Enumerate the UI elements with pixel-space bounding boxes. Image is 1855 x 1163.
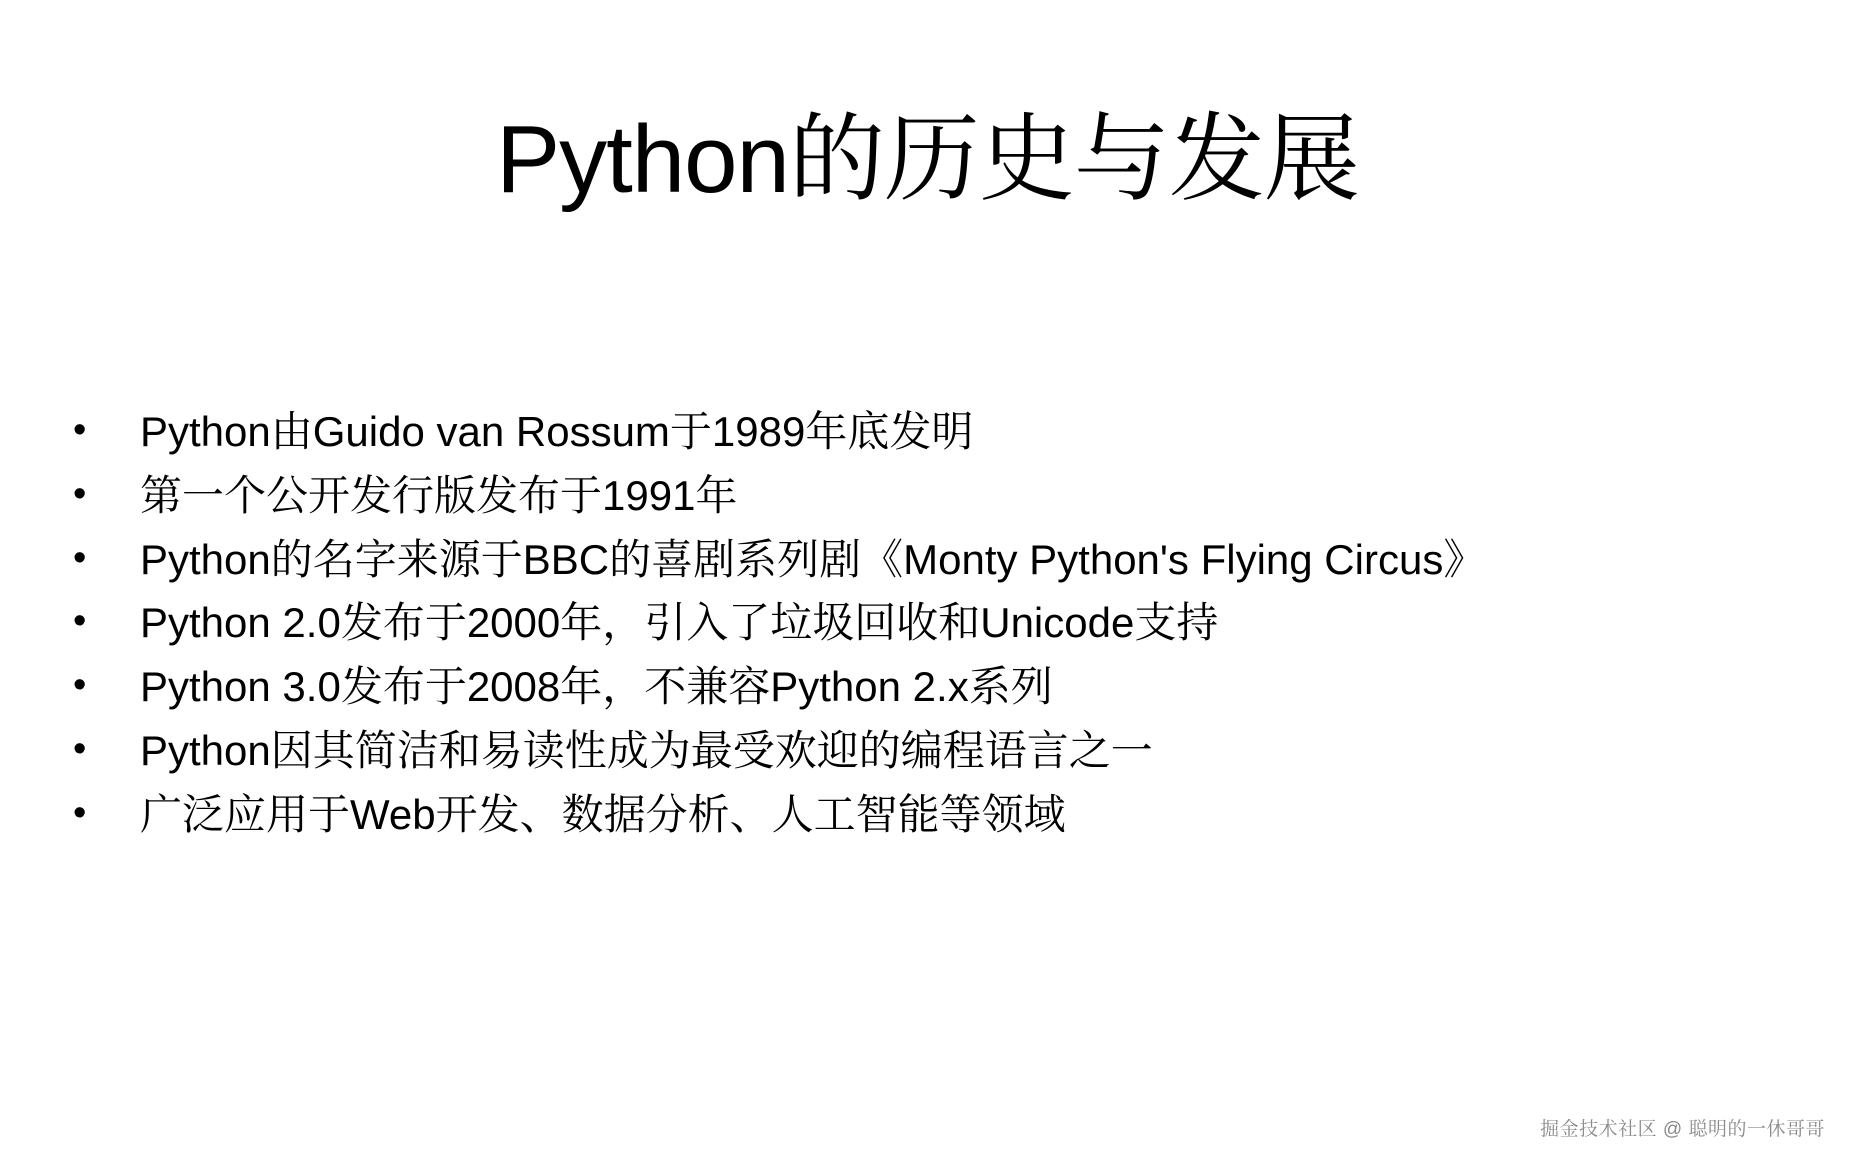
page-title: Python的历史与发展: [496, 106, 1359, 214]
bullet-list: [55, 405, 1755, 851]
list-item: [55, 660, 1755, 714]
bullet-marker-icon: •: [73, 664, 87, 706]
bullet-marker-icon: •: [73, 727, 87, 770]
list-item: [55, 788, 1755, 842]
list-item-text: Python 2.0发布于2000年，引入了垃圾回收和Unicode支持: [140, 599, 1219, 647]
bullet-marker-icon: •: [73, 600, 87, 643]
bullet-marker-icon: •: [73, 536, 87, 579]
list-item: [55, 469, 1755, 523]
list-item-text: 广泛应用于Web开发、数据分析、人工智能等领域: [140, 790, 1066, 838]
list-item-text: Python的名字来源于BBC的喜剧系列剧《Monty Python's Flying Circus》: [140, 535, 1486, 583]
list-item: [55, 533, 1755, 587]
list-item: [55, 724, 1755, 778]
bullet-marker-icon: •: [73, 472, 87, 515]
watermark: 掘金技术社区 @ 聪明的一休哥哥: [1540, 1119, 1825, 1140]
list-item-text: Python由Guido van Rossum于1989年底发明: [140, 408, 974, 455]
list-item: [55, 596, 1755, 650]
list-item-text: 第一个公开发行版发布于1991年: [140, 471, 738, 519]
bullet-marker-icon: •: [73, 409, 87, 451]
list-item-text: Python因其简洁和易读性成为最受欢迎的编程语言之一: [140, 726, 1153, 774]
list-item-text: Python 3.0发布于2008年，不兼容Python 2.x系列: [140, 663, 1053, 710]
list-item: [55, 405, 1755, 459]
bullet-marker-icon: •: [73, 791, 87, 834]
